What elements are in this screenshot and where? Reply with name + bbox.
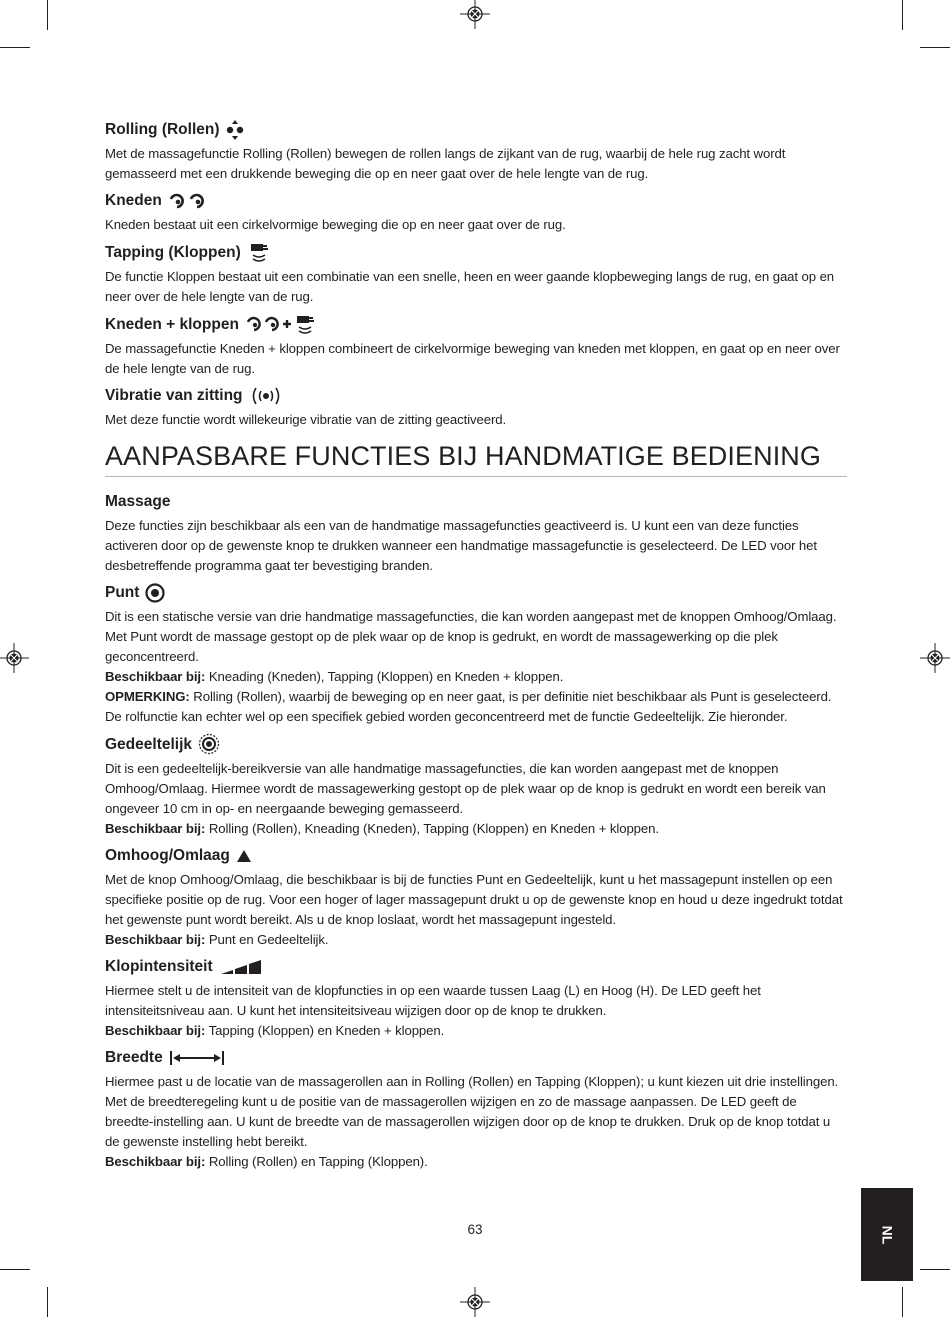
availability-label: Beschikbaar bij:: [105, 932, 206, 947]
note-line: [105, 687, 847, 727]
section-title: Gedeeltelijk: [105, 735, 193, 753]
section-kneden: [105, 190, 847, 235]
availability-line: [105, 667, 847, 687]
main-title: AANPASBARE FUNCTIES BIJ HANDMATIGE BEDIENING: [105, 438, 847, 477]
section-text: Hiermee stelt u de intensiteit van de klopfuncties in op een waarde tussen Laag (L) en Hoog (H). De LED geeft het intensiteitsniveau aan. U kunt het intensiteitsiveau wijzigen door op de knop te drukken.: [105, 983, 761, 1018]
section-heading: [105, 733, 847, 755]
registration-mark-icon: [460, 0, 490, 29]
section-text: Met de massagefunctie Rolling (Rollen) bewegen de rollen langs de zijkant van de rug, waarbij de hele rug zacht wordt gemasseerd met een drukkende beweging die op en neer gaat over de hele lengte van de rug.: [105, 146, 786, 181]
section-title: Rolling (Rollen): [105, 121, 220, 138]
crop-mark: [920, 47, 950, 48]
availability-label: Beschikbaar bij:: [105, 1154, 206, 1169]
section-tapping: [105, 241, 847, 307]
section-title: Tapping (Kloppen): [105, 243, 241, 261]
availability-line: [105, 1152, 847, 1172]
section-rolling: [105, 119, 847, 184]
width-arrow-icon: [169, 1050, 225, 1066]
crop-mark: [902, 1287, 903, 1317]
up-triangle-icon: [236, 849, 252, 863]
section-breedte: [105, 1047, 847, 1172]
section-punt: [105, 582, 847, 727]
availability-label: Beschikbaar bij:: [105, 1023, 206, 1038]
note-text: Rolling (Rollen), waarbij de beweging op en neer gaat, is per definitie niet beschikbaar als Punt is geselecteerd. De rolfunctie kan echter wel op een specifiek gebied worden geconcentreerd met de functie Gedeeltelijk. Zie hieronder.: [105, 689, 832, 724]
availability-text: Punt en Gedeeltelijk.: [205, 932, 329, 947]
crop-mark: [0, 1269, 30, 1270]
section-kneden-kloppen: [105, 313, 847, 379]
section-title: Vibratie van zitting: [105, 387, 243, 404]
vibration-icon: [249, 386, 283, 406]
note-label: OPMERKING:: [105, 689, 190, 704]
page-content: [105, 119, 847, 1178]
section-title: Omhoog/Omlaag: [105, 847, 230, 864]
section-heading: [105, 491, 847, 512]
registration-mark-icon: [0, 643, 29, 673]
tapping-icon: [247, 241, 271, 263]
section-text: Hiermee past u de locatie van de massagerollen aan in Rolling (Rollen) en Tapping (Kloppen); u kunt kiezen uit drie instellingen. Met de breedteregeling kunt u de positie van de massagerollen wijzigen en zo de massage aanpassen. De LED geeft de breedte-instelling aan. U kunt de breedte van de massagerollen wijzigen door op de knop te drukken. Druk op de knop totdat u de gewenste instelling hebt bereikt.: [105, 1074, 839, 1149]
crop-mark: [0, 47, 30, 48]
availability-text: Rolling (Rollen), Kneading (Kneden), Tapping (Kloppen) en Kneden + kloppen.: [205, 821, 659, 836]
registration-mark-icon: [920, 643, 950, 673]
section-heading: [105, 241, 847, 263]
intensity-icon: [219, 959, 263, 975]
section-text: Met de knop Omhoog/Omlaag, die beschikbaar is bij de functies Punt en Gedeeltelijk, kunt u het massagepunt instellen op een specifieke positie op de rug. Voor een hoger of lager massagepunt drukt u op de gewenste knop en houd u deze ingedrukt totdat het gewenste punt wordt bereikt. Als u de knop loslaat, wordt het massagepunt ingesteld.: [105, 872, 843, 927]
language-tab: [861, 1188, 913, 1281]
availability-text: Tapping (Kloppen) en Kneden + kloppen.: [205, 1023, 445, 1038]
section-title: Kneden: [105, 192, 162, 209]
section-text: Dit is een gedeeltelijk-bereikversie van alle handmatige massagefuncties, die kan worden aangepast met de knoppen Omhoog/Omlaag. Hiermee wordt de massagewerking gestopt op de plek waar op de knop is gedrukt en wordt een bereik van ongeveer 10 cm in op- en neergaande beweging gemasseerd.: [105, 761, 826, 816]
section-text: Kneden bestaat uit een cirkelvormige beweging die op en neer gaat over de rug.: [105, 217, 566, 232]
section-heading: [105, 845, 847, 866]
section-title: Breedte: [105, 1049, 163, 1066]
registration-mark-icon: [460, 1287, 490, 1317]
crop-mark: [902, 0, 903, 30]
section-text: Dit is een statische versie van drie handmatige massagefuncties, die kan worden aangepast met de knoppen Omhoog/Omlaag. Met Punt wordt de massage gestopt op de plek waar op de knop is gedrukt, en wordt de massagewerking op die plek geconcentreerd.: [105, 609, 837, 664]
section-title: Kneden + kloppen: [105, 315, 239, 333]
page-number: 63: [467, 1222, 483, 1237]
section-title: Punt: [105, 584, 140, 601]
section-heading: [105, 956, 847, 977]
rolling-icon: [226, 120, 244, 140]
section-heading: [105, 190, 847, 211]
availability-text: Kneading (Kneden), Tapping (Kloppen) en Kneden + kloppen.: [205, 669, 564, 684]
section-omhoog-omlaag: [105, 845, 847, 950]
kneading-icon: [168, 191, 208, 211]
availability-label: Beschikbaar bij:: [105, 821, 206, 836]
section-title: Massage: [105, 493, 171, 510]
section-klopintensiteit: [105, 956, 847, 1041]
section-text: De functie Kloppen bestaat uit een combinatie van een snelle, heen en weer gaande klopbeweging langs de rug, en gaat op en neer over de hele lengte van de rug.: [105, 269, 835, 304]
point-icon: [145, 583, 165, 603]
section-vibratie: [105, 385, 847, 430]
availability-text: Rolling (Rollen) en Tapping (Kloppen).: [205, 1154, 428, 1169]
partial-icon: [198, 733, 220, 755]
section-text: De massagefunctie Kneden + kloppen combineert de cirkelvormige beweging van kneden met kloppen, en gaat op en neer over de hele lengte van de rug.: [105, 341, 840, 376]
section-massage: [105, 491, 847, 576]
section-heading: [105, 385, 847, 406]
availability-line: [105, 819, 847, 839]
crop-mark: [47, 1287, 48, 1317]
language-tab-label: NL: [878, 1225, 895, 1244]
section-text: Met deze functie wordt willekeurige vibratie van de zitting geactiveerd.: [105, 412, 507, 427]
crop-mark: [920, 1269, 950, 1270]
section-title: Klopintensiteit: [105, 958, 213, 975]
section-text: Deze functies zijn beschikbaar als een van de handmatige massagefuncties geactiveerd is. U kunt een van deze functies activeren door op de gewenste knop te drukken wanneer een handmatige massagefunctie is geselecteerd. De LED voor het desbetreffende programma gaat ter bevestiging branden.: [105, 518, 817, 573]
section-gedeeltelijk: [105, 733, 847, 839]
availability-label: Beschikbaar bij:: [105, 669, 206, 684]
kneading-tapping-icon: [245, 313, 321, 335]
crop-mark: [47, 0, 48, 30]
section-heading: [105, 119, 847, 140]
section-heading: [105, 313, 847, 335]
section-heading: [105, 1047, 847, 1068]
section-heading: [105, 582, 847, 603]
availability-line: [105, 1021, 847, 1041]
availability-line: [105, 930, 847, 950]
